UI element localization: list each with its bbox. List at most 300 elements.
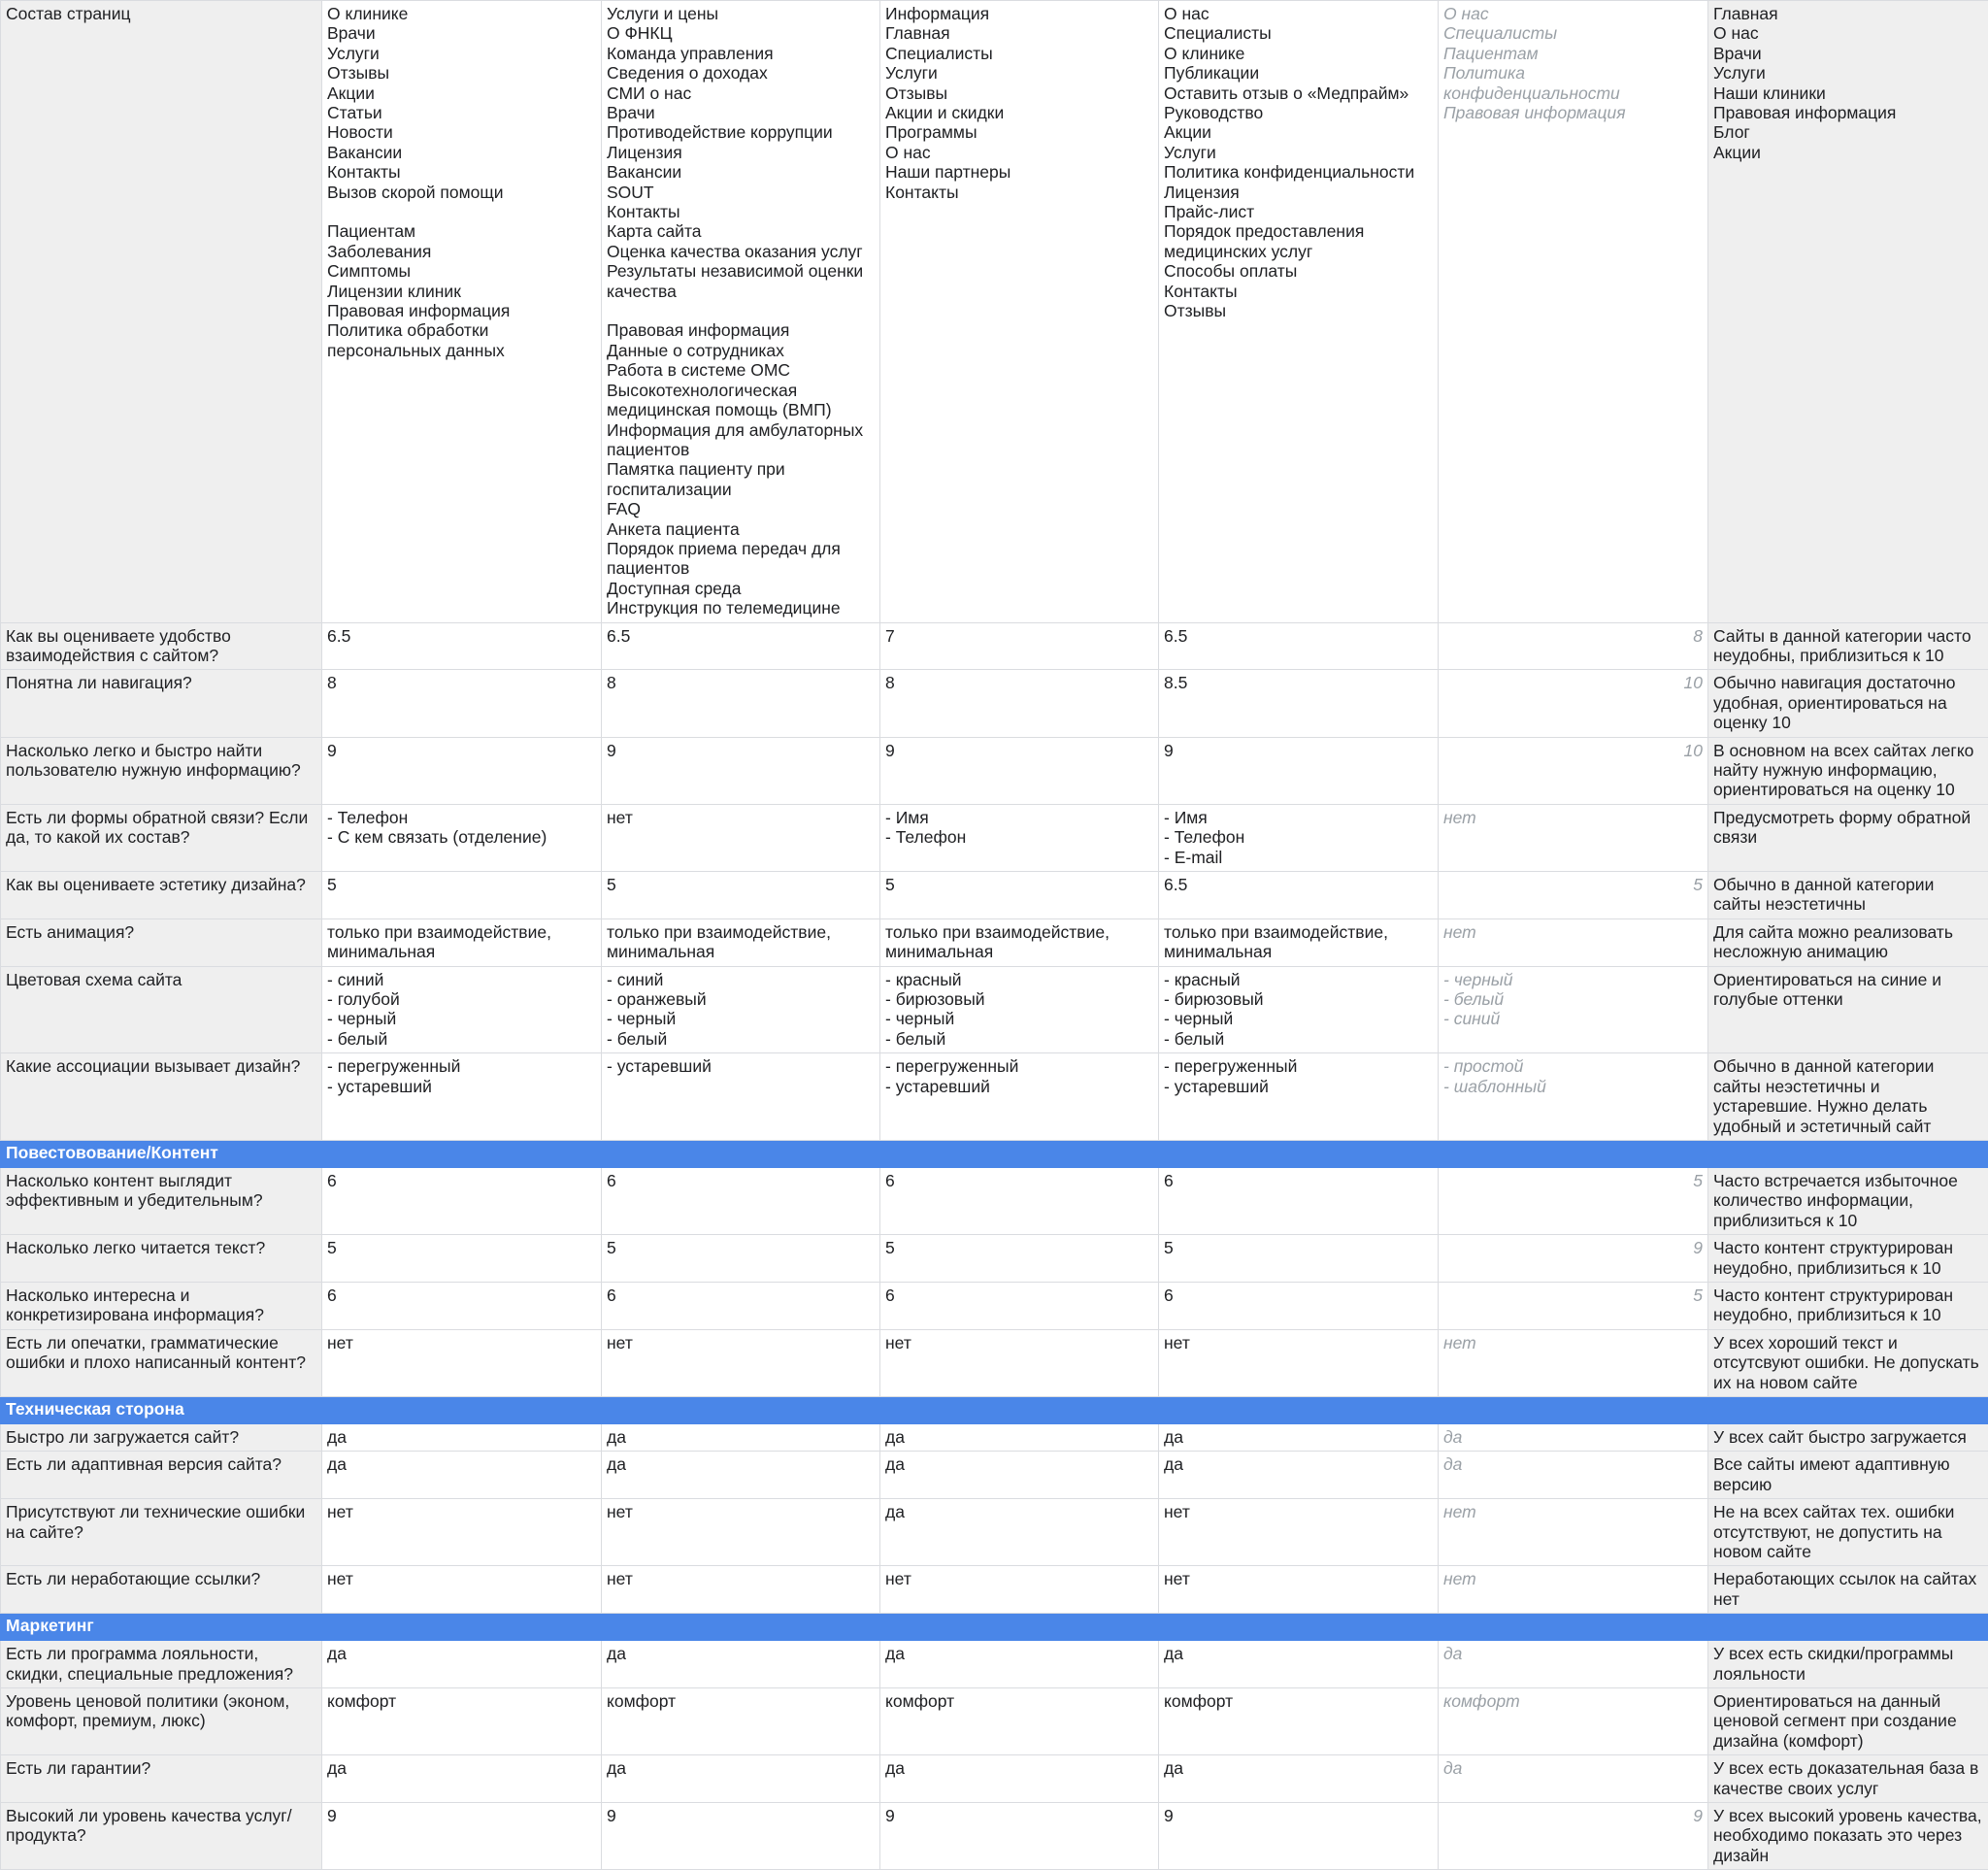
site-2-cell[interactable] — [602, 1423, 880, 1451]
question-cell[interactable] — [1, 804, 322, 871]
recommendation-cell[interactable] — [1708, 622, 1988, 670]
question-cell[interactable] — [1, 1499, 322, 1566]
cell-text-line: Наши клиники — [1713, 83, 1983, 103]
site-3-cell[interactable] — [880, 1053, 1159, 1141]
cell-text-line: Отзывы — [1164, 301, 1433, 320]
cell-text-line: - бирюзовый — [885, 989, 1153, 1009]
site-3-cell[interactable] — [880, 670, 1159, 737]
cell-text-line: 10 — [1443, 673, 1703, 692]
cell-text-line: 6 — [607, 1286, 875, 1305]
site-3-cell[interactable] — [880, 1803, 1159, 1870]
spreadsheet-body — [1, 1, 1988, 1870]
cell-text-line: Ориентироваться на данный ценовой сегмент при создание дизайна (комфорт) — [1713, 1691, 1983, 1751]
site-5-cell[interactable] — [1439, 1641, 1708, 1688]
site-4-cell[interactable] — [1159, 1641, 1439, 1688]
site-2-cell[interactable] — [602, 804, 880, 871]
site-4-cell[interactable] — [1159, 1235, 1439, 1283]
cell-text-line: Правовая информация — [327, 301, 596, 320]
site-3-cell[interactable] — [880, 737, 1159, 804]
site-4-cell[interactable] — [1159, 737, 1439, 804]
site-5-cell[interactable] — [1439, 1282, 1708, 1329]
section-title[interactable]: Маркетинг — [1, 1614, 1988, 1641]
cell-text-line: - устаревший — [885, 1077, 1153, 1096]
cell-text-line: О клинике — [1164, 44, 1433, 63]
table-row — [1, 1566, 1988, 1614]
cell-text-line: Вызов скорой помощи — [327, 183, 596, 202]
site-1-cell[interactable] — [322, 1282, 602, 1329]
question-cell[interactable] — [1, 1423, 322, 1451]
table-row — [1, 1688, 1988, 1755]
site-5-cell[interactable] — [1439, 1423, 1708, 1451]
recommendation-cell[interactable] — [1708, 1329, 1988, 1396]
cell-text-line: да — [1164, 1427, 1433, 1447]
cell-text-line: 6 — [327, 1171, 596, 1190]
site-1-cell[interactable] — [322, 737, 602, 804]
cell-text-line: 6.5 — [607, 626, 875, 646]
cell-text-line: только при взаимодействие, минимальная — [885, 922, 1153, 962]
recommendation-cell[interactable] — [1708, 966, 1988, 1053]
site-5-cell[interactable] — [1439, 1167, 1708, 1234]
site-1-cell[interactable] — [322, 872, 602, 919]
site-3-cell[interactable] — [880, 966, 1159, 1053]
table-row — [1, 1329, 1988, 1396]
cell-text-line: - устаревший — [1164, 1077, 1433, 1096]
cell-text-line: Врачи — [1713, 44, 1983, 63]
site-1-cell[interactable] — [322, 1755, 602, 1803]
section-header-row — [1, 1140, 1988, 1167]
question-cell[interactable] — [1, 918, 322, 966]
cell-text-line: нет — [327, 1569, 596, 1588]
table-row — [1, 1423, 1988, 1451]
site-3-cell[interactable] — [880, 1688, 1159, 1755]
site-5-cell[interactable] — [1439, 670, 1708, 737]
cell-text-line: Способы оплаты — [1164, 261, 1433, 281]
recommendation-cell[interactable] — [1708, 1641, 1988, 1688]
site-4-cell[interactable] — [1159, 1688, 1439, 1755]
site-5-cell[interactable] — [1439, 1053, 1708, 1141]
cell-text-line: 5 — [1443, 1286, 1703, 1305]
cell-text-line: комфорт — [885, 1691, 1153, 1711]
site-1-cell[interactable] — [322, 1053, 602, 1141]
cell-text-line: - Телефон — [885, 827, 1153, 847]
cell-text-line: 9 — [1443, 1238, 1703, 1257]
cell-text-line: Главная — [885, 23, 1153, 43]
site-4-cell[interactable] — [1159, 872, 1439, 919]
cell-text-line: 9 — [607, 741, 875, 760]
cell-text-line: - белый — [1443, 989, 1703, 1009]
cell-text-line: да — [885, 1427, 1153, 1447]
site-3-cell[interactable] — [880, 1452, 1159, 1499]
cell-text-line: Все сайты имеют адаптивную версию — [1713, 1454, 1983, 1494]
site-1-cell[interactable] — [322, 804, 602, 871]
site-1-cell[interactable] — [322, 1688, 602, 1755]
site-1-cell[interactable] — [322, 1641, 602, 1688]
cell-text-line: 5 — [327, 1238, 596, 1257]
site-1-cell[interactable] — [322, 1167, 602, 1234]
cell-text-line: да — [885, 1502, 1153, 1521]
site-3-cell[interactable] — [880, 1235, 1159, 1283]
table-row — [1, 918, 1988, 966]
cell-text-line: Неработающих ссылок на сайтах нет — [1713, 1569, 1983, 1609]
site-4-cell[interactable] — [1159, 918, 1439, 966]
cell-text-line: комфорт — [1164, 1691, 1433, 1711]
recommendation-cell[interactable] — [1708, 1688, 1988, 1755]
question-cell[interactable] — [1, 622, 322, 670]
cell-text-line: да — [885, 1644, 1153, 1663]
recommendation-cell[interactable] — [1708, 1499, 1988, 1566]
site-1-cell[interactable] — [322, 1329, 602, 1396]
cell-text-line: 6.5 — [327, 626, 596, 646]
cell-text-line: Руководство — [1164, 103, 1433, 122]
question-cell[interactable] — [1, 872, 322, 919]
cell-text-line: Врачи — [607, 103, 875, 122]
site-2-cell[interactable] — [602, 1499, 880, 1566]
site-3-cell[interactable] — [880, 1, 1159, 623]
site-1-cell[interactable] — [322, 966, 602, 1053]
cell-text-line: комфорт — [1443, 1691, 1703, 1711]
cell-text-line: 9 — [607, 1806, 875, 1825]
cell-text-line: Главная — [1713, 4, 1983, 23]
recommendation-cell[interactable] — [1708, 1, 1988, 623]
cell-text-line: Как вы оцениваете удобство взаимодействия с сайтом? — [6, 626, 316, 666]
question-cell[interactable] — [1, 1282, 322, 1329]
site-5-cell[interactable] — [1439, 1452, 1708, 1499]
site-2-cell[interactable] — [602, 1282, 880, 1329]
cell-text-line: - перегруженный — [885, 1056, 1153, 1076]
question-cell[interactable] — [1, 1167, 322, 1234]
cell-text-line: 9 — [885, 741, 1153, 760]
site-1-cell[interactable] — [322, 1235, 602, 1283]
cell-text-line: 8 — [327, 673, 596, 692]
site-5-cell[interactable] — [1439, 1235, 1708, 1283]
cell-text-line: - Имя — [1164, 808, 1433, 827]
site-4-cell[interactable] — [1159, 1053, 1439, 1141]
cell-text-line: Акции — [1713, 143, 1983, 162]
cell-text-line: Специалисты — [1164, 23, 1433, 43]
recommendation-cell[interactable] — [1708, 1452, 1988, 1499]
site-1-cell[interactable] — [322, 670, 602, 737]
cell-text-line: 5 — [885, 1238, 1153, 1257]
cell-text-line: Наши партнеры — [885, 162, 1153, 182]
cell-text-line: Пациентам — [1443, 44, 1703, 63]
cell-text-line: Оставить отзыв о «Медпрайм» — [1164, 83, 1433, 103]
recommendation-cell[interactable] — [1708, 1167, 1988, 1234]
cell-text-line: Контакты — [1164, 282, 1433, 301]
cell-text-line: Специалисты — [885, 44, 1153, 63]
cell-text-line: Вакансии — [327, 143, 596, 162]
site-2-cell[interactable] — [602, 1566, 880, 1614]
site-4-cell[interactable] — [1159, 670, 1439, 737]
cell-text-line: - синий — [1443, 1009, 1703, 1028]
site-2-cell[interactable] — [602, 1329, 880, 1396]
cell-text-line — [327, 202, 596, 221]
site-3-cell[interactable] — [880, 1282, 1159, 1329]
table-row — [1, 670, 1988, 737]
cell-text-line: - E-mail — [1164, 848, 1433, 867]
site-4-cell[interactable] — [1159, 1167, 1439, 1234]
question-cell[interactable] — [1, 1235, 322, 1283]
cell-text-line: Новости — [327, 122, 596, 142]
recommendation-cell[interactable] — [1708, 804, 1988, 871]
site-2-cell[interactable] — [602, 966, 880, 1053]
site-5-cell[interactable] — [1439, 1688, 1708, 1755]
recommendation-cell[interactable] — [1708, 1423, 1988, 1451]
site-2-cell[interactable] — [602, 1053, 880, 1141]
recommendation-cell[interactable] — [1708, 1803, 1988, 1870]
site-4-cell[interactable] — [1159, 1, 1439, 623]
cell-text-line: да — [607, 1427, 875, 1447]
cell-text-line: Лицензия — [1164, 183, 1433, 202]
site-5-cell[interactable] — [1439, 1566, 1708, 1614]
recommendation-cell[interactable] — [1708, 1282, 1988, 1329]
question-cell[interactable] — [1, 966, 322, 1053]
cell-text-line: Контакты — [885, 183, 1153, 202]
site-5-cell[interactable] — [1439, 1329, 1708, 1396]
table-row — [1, 1167, 1988, 1234]
cell-text-line: да — [327, 1758, 596, 1778]
site-4-cell[interactable] — [1159, 1566, 1439, 1614]
cell-text-line: Акции — [327, 83, 596, 103]
cell-text-line: - белый — [327, 1029, 596, 1049]
cell-text-line: Карта сайта — [607, 221, 875, 241]
cell-text-line: комфорт — [607, 1691, 875, 1711]
cell-text-line: - красный — [885, 970, 1153, 989]
cell-text-line: Политика конфиденциальности — [1164, 162, 1433, 182]
site-2-cell[interactable] — [602, 1452, 880, 1499]
cell-text-line: Состав страниц — [6, 4, 316, 23]
cell-text-line: - шаблонный — [1443, 1077, 1703, 1096]
cell-text-line: У всех есть доказательная база в качестве своих услуг — [1713, 1758, 1983, 1798]
cell-text-line: - простой — [1443, 1056, 1703, 1076]
cell-text-line: Программы — [885, 122, 1153, 142]
site-5-cell[interactable] — [1439, 1755, 1708, 1803]
cell-text-line: - устаревший — [327, 1077, 596, 1096]
cell-text-line: О нас — [1443, 4, 1703, 23]
question-cell[interactable] — [1, 1566, 322, 1614]
cell-text-line: нет — [1164, 1569, 1433, 1588]
cell-text-line: нет — [1164, 1333, 1433, 1352]
cell-text-line: Команда управления — [607, 44, 875, 63]
cell-text-line: 9 — [327, 1806, 596, 1825]
cell-text-line: нет — [607, 1333, 875, 1352]
cell-text-line: FAQ — [607, 499, 875, 518]
cell-text-line: SOUT — [607, 183, 875, 202]
site-1-cell[interactable] — [322, 1423, 602, 1451]
site-2-cell[interactable] — [602, 1, 880, 623]
site-1-cell[interactable] — [322, 1452, 602, 1499]
recommendation-cell[interactable] — [1708, 737, 1988, 804]
cell-text-line: да — [607, 1644, 875, 1663]
cell-text-line: Блог — [1713, 122, 1983, 142]
cell-text-line: - белый — [1164, 1029, 1433, 1049]
cell-text-line: Есть ли гарантии? — [6, 1758, 316, 1778]
table-row — [1, 1803, 1988, 1870]
recommendation-cell[interactable] — [1708, 872, 1988, 919]
site-3-cell[interactable] — [880, 1499, 1159, 1566]
cell-text-line: - синий — [607, 970, 875, 989]
recommendation-cell[interactable] — [1708, 1566, 1988, 1614]
site-5-cell[interactable] — [1439, 622, 1708, 670]
cell-text-line: Есть анимация? — [6, 922, 316, 942]
site-3-cell[interactable] — [880, 918, 1159, 966]
cell-text-line: Часто контент структурирован неудобно, приблизиться к 10 — [1713, 1286, 1983, 1325]
cell-text-line: 6 — [1164, 1171, 1433, 1190]
site-4-cell[interactable] — [1159, 1282, 1439, 1329]
cell-text-line: 6.5 — [1164, 626, 1433, 646]
question-cell[interactable] — [1, 1755, 322, 1803]
cell-text-line: Есть ли опечатки, грамматические ошибки и плохо написанный контент? — [6, 1333, 316, 1373]
cell-text-line: 5 — [327, 875, 596, 894]
cell-text-line: Сведения о доходах — [607, 63, 875, 83]
site-4-cell[interactable] — [1159, 1499, 1439, 1566]
cell-text-line: - черный — [1443, 970, 1703, 989]
recommendation-cell[interactable] — [1708, 1755, 1988, 1803]
site-1-cell[interactable] — [322, 622, 602, 670]
cell-text-line: нет — [1443, 1569, 1703, 1588]
cell-text-line: Услуги — [1164, 143, 1433, 162]
question-cell[interactable] — [1, 737, 322, 804]
site-1-cell[interactable] — [322, 1566, 602, 1614]
site-5-cell[interactable] — [1439, 804, 1708, 871]
cell-text-line: да — [1443, 1758, 1703, 1778]
question-cell[interactable] — [1, 1, 322, 623]
site-2-cell[interactable] — [602, 1641, 880, 1688]
question-cell[interactable] — [1, 670, 322, 737]
site-2-cell[interactable] — [602, 1235, 880, 1283]
site-1-cell[interactable] — [322, 1499, 602, 1566]
cell-text-line: Часто встречается избыточное количество информации, приблизиться к 10 — [1713, 1171, 1983, 1230]
cell-text-line: 5 — [607, 1238, 875, 1257]
site-5-cell[interactable] — [1439, 872, 1708, 919]
cell-text-line: 6 — [327, 1286, 596, 1305]
question-cell[interactable] — [1, 1452, 322, 1499]
cell-text-line: Для сайта можно реализовать несложную анимацию — [1713, 922, 1983, 962]
cell-text-line: да — [327, 1644, 596, 1663]
cell-text-line: Прайс-лист — [1164, 202, 1433, 221]
table-row — [1, 1452, 1988, 1499]
site-4-cell[interactable] — [1159, 1423, 1439, 1451]
site-3-cell[interactable] — [880, 872, 1159, 919]
section-title[interactable]: Повестовование/Контент — [1, 1140, 1988, 1167]
question-cell[interactable] — [1, 1688, 322, 1755]
cell-text-line: - черный — [327, 1009, 596, 1028]
recommendation-cell[interactable] — [1708, 1053, 1988, 1141]
question-cell[interactable] — [1, 1641, 322, 1688]
site-2-cell[interactable] — [602, 737, 880, 804]
site-3-cell[interactable] — [880, 1566, 1159, 1614]
cell-text-line: - перегруженный — [1164, 1056, 1433, 1076]
site-2-cell[interactable] — [602, 1755, 880, 1803]
cell-text-line: нет — [607, 808, 875, 827]
site-2-cell[interactable] — [602, 1167, 880, 1234]
site-3-cell[interactable] — [880, 1641, 1159, 1688]
site-5-cell[interactable] — [1439, 966, 1708, 1053]
site-4-cell[interactable] — [1159, 966, 1439, 1053]
site-4-cell[interactable] — [1159, 1755, 1439, 1803]
cell-text-line: Цветовая схема сайта — [6, 970, 316, 989]
question-cell[interactable] — [1, 1053, 322, 1141]
cell-text-line: Насколько контент выглядит эффективным и убедительным? — [6, 1171, 316, 1211]
cell-text-line: нет — [327, 1333, 596, 1352]
site-4-cell[interactable] — [1159, 1803, 1439, 1870]
cell-text-line: Доступная среда — [607, 579, 875, 598]
recommendation-cell[interactable] — [1708, 670, 1988, 737]
cell-text-line: да — [327, 1427, 596, 1447]
cell-text-line: - голубой — [327, 989, 596, 1009]
cell-text-line: Памятка пациенту при госпитализации — [607, 459, 875, 499]
cell-text-line: У всех есть скидки/программы лояльности — [1713, 1644, 1983, 1684]
site-2-cell[interactable] — [602, 622, 880, 670]
site-5-cell[interactable] — [1439, 1803, 1708, 1870]
recommendation-cell[interactable] — [1708, 1235, 1988, 1283]
cell-text-line: О нас — [1164, 4, 1433, 23]
site-5-cell[interactable] — [1439, 1499, 1708, 1566]
site-2-cell[interactable] — [602, 872, 880, 919]
question-cell[interactable] — [1, 1329, 322, 1396]
cell-text-line: да — [1443, 1454, 1703, 1474]
site-1-cell[interactable] — [322, 1, 602, 623]
cell-text-line: да — [607, 1758, 875, 1778]
site-2-cell[interactable] — [602, 918, 880, 966]
cell-text-line: Насколько интересна и конкретизирована информация? — [6, 1286, 316, 1325]
site-3-cell[interactable] — [880, 804, 1159, 871]
site-1-cell[interactable] — [322, 1803, 602, 1870]
cell-text-line: нет — [607, 1569, 875, 1588]
cell-text-line: только при взаимодействие, минимальная — [607, 922, 875, 962]
table-row — [1, 1499, 1988, 1566]
site-4-cell[interactable] — [1159, 804, 1439, 871]
cell-text-line: - белый — [885, 1029, 1153, 1049]
question-cell[interactable] — [1, 1803, 322, 1870]
site-5-cell[interactable] — [1439, 737, 1708, 804]
cell-text-line: О нас — [1713, 23, 1983, 43]
cell-text-line: Инструкция по телемедицине — [607, 598, 875, 618]
cell-text-line: 9 — [327, 741, 596, 760]
cell-text-line: - Имя — [885, 808, 1153, 827]
cell-text-line — [607, 301, 875, 320]
site-5-cell[interactable] — [1439, 1, 1708, 623]
cell-text-line: - перегруженный — [327, 1056, 596, 1076]
site-2-cell[interactable] — [602, 670, 880, 737]
cell-text-line: Не на всех сайтах тех. ошибки отсутствуют, не допустить на новом сайте — [1713, 1502, 1983, 1561]
site-3-cell[interactable] — [880, 622, 1159, 670]
cell-text-line: Отзывы — [885, 83, 1153, 103]
cell-text-line: Лицензии клиник — [327, 282, 596, 301]
site-5-cell[interactable] — [1439, 918, 1708, 966]
cell-text-line: нет — [1443, 1502, 1703, 1521]
cell-text-line: Высокотехнологическая медицинская помощь (ВМП) — [607, 381, 875, 420]
recommendation-cell[interactable] — [1708, 918, 1988, 966]
site-2-cell[interactable] — [602, 1803, 880, 1870]
site-4-cell[interactable] — [1159, 1452, 1439, 1499]
site-3-cell[interactable] — [880, 1423, 1159, 1451]
table-row — [1, 966, 1988, 1053]
site-2-cell[interactable] — [602, 1688, 880, 1755]
table-row — [1, 1641, 1988, 1688]
cell-text-line: да — [1164, 1454, 1433, 1474]
site-3-cell[interactable] — [880, 1755, 1159, 1803]
site-3-cell[interactable] — [880, 1329, 1159, 1396]
site-4-cell[interactable] — [1159, 622, 1439, 670]
cell-text-line: 9 — [1443, 1806, 1703, 1825]
cell-text-line: Уровень ценовой политики (эконом, комфорт, премиум, люкс) — [6, 1691, 316, 1731]
site-1-cell[interactable] — [322, 918, 602, 966]
cell-text-line: 6 — [885, 1286, 1153, 1305]
site-4-cell[interactable] — [1159, 1329, 1439, 1396]
section-title[interactable]: Техническая сторона — [1, 1396, 1988, 1423]
section-header-row — [1, 1614, 1988, 1641]
site-3-cell[interactable] — [880, 1167, 1159, 1234]
